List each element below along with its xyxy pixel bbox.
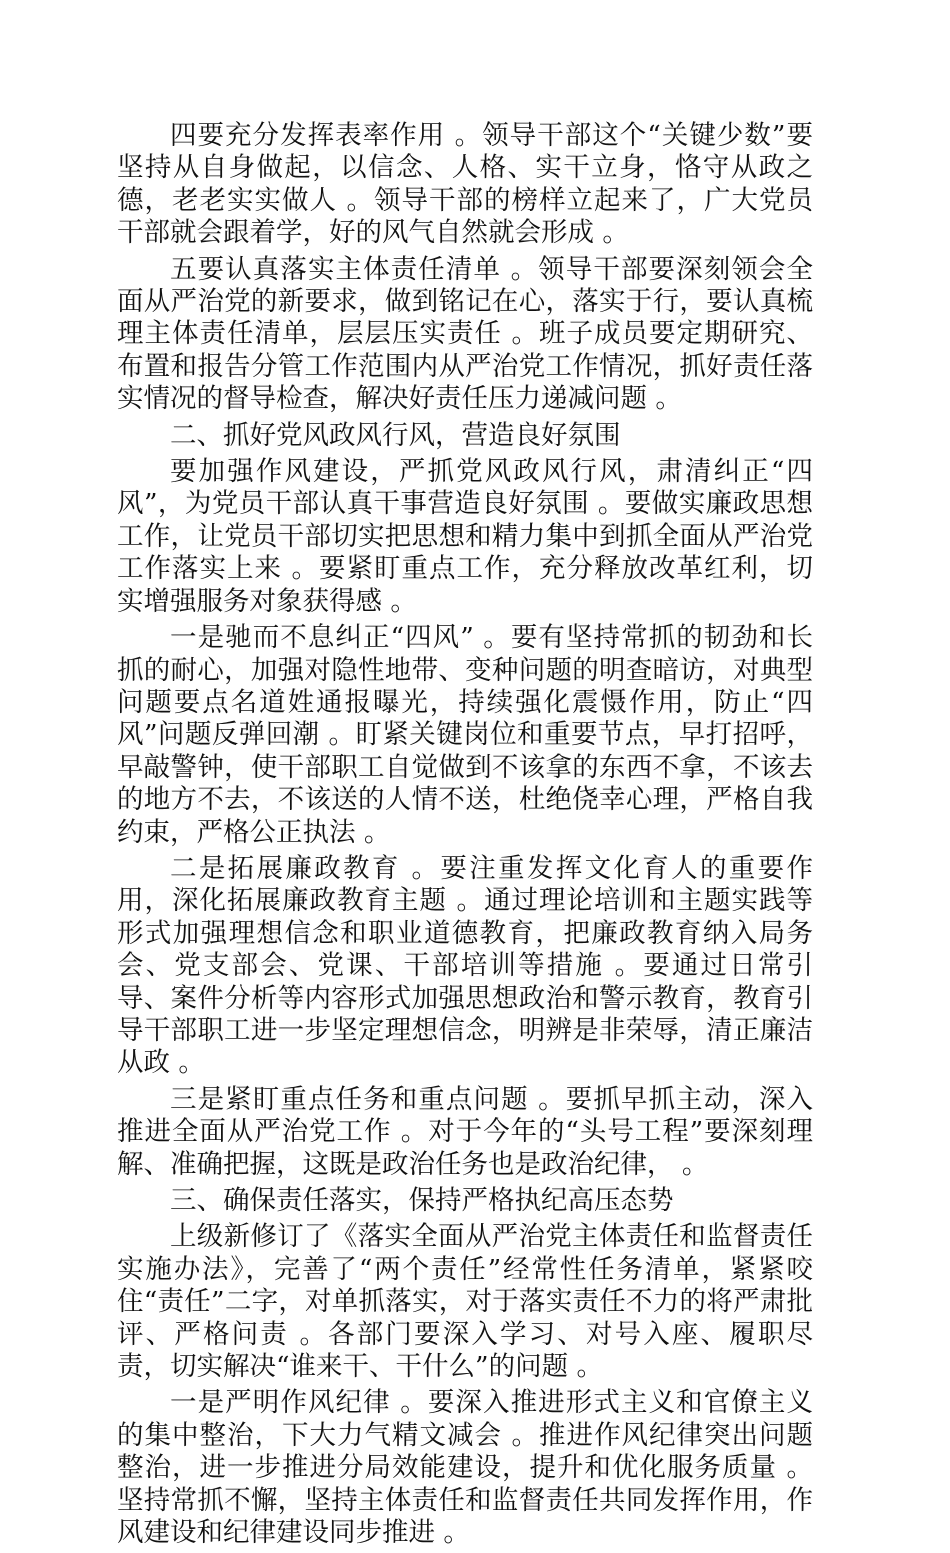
section-heading-two: 二、抓好党风政风行风，营造良好氛围	[170, 419, 621, 451]
paragraph-implementation-measures: 上级新修订了《落实全面从严治党主体责任和监督责任实施办法》，完善了“两个责任”经常性任务清单，紧紧咬住“责任”二字，对单抓落实，对于落实责任不力的将严肃批评、严格问责 。各部门要深入学习、对号入座、履职尽责，切实解决“谁来干、干什么”的问题 。	[117, 1221, 813, 1383]
document-page	[117, 120, 813, 1553]
paragraph-work-style: 要加强作风建设，严抓党风政风行风，肃清纠正“四风”，为党员干部认真干事营造良好氛围 。要做实廉政思想工作，让党员干部切实把思想和精力集中到抓全面从严治党工作落实上来 。要紧盯重点工作，充分释放改革红利，切实增强服务对象获得感 。	[117, 456, 813, 617]
section-heading-three: 三、确保责任落实，保持严格执纪高压态势	[170, 1185, 674, 1216]
paragraph-key-tasks: 三是紧盯重点任务和重点问题 。要抓早抓主动，深入推进全面从严治党工作 。对于今年的“头号工程”要深刻理解、准确把握，这既是政治任务也是政治纪律， 。	[117, 1083, 813, 1180]
paragraph-responsibility-list: 五要认真落实主体责任清单 。领导干部要深刻领会全面从严治党的新要求，做到铭记在心，落实于行，要认真梳理主体责任清单，层层压实责任 。班子成员要定期研究、布置和报告分管工作范围内从严治党工作情况，抓好责任落实情况的督导检查，解决好责任压力递减问题 。	[117, 253, 813, 415]
paragraph-lead-by-example: 四要充分发挥表率作用 。领导干部这个“关键少数”要坚持从自身做起，以信念、人格、实干立身，恪守从政之德，老老实实做人 。领导干部的榜样立起来了，广大党员干部就会跟着学，好的风气自然就会形成 。	[117, 120, 813, 249]
paragraph-integrity-education: 二是拓展廉政教育 。要注重发挥文化育人的重要作用，深化拓展廉政教育主题 。通过理论培训和主题实践等形式加强理想信念和职业道德教育，把廉政教育纳入局务会、党支部会、党课、干部培训等措施 。要通过日常引导、案件分析等内容形式加强思想政治和警示教育，教育引导干部职工进一步坚定理想信念，明辨是非荣辱，清正廉洁从政 。	[117, 852, 813, 1079]
paragraph-four-winds: 一是驰而不息纠正“四风” 。要有坚持常抓的韧劲和长抓的耐心，加强对隐性地带、变种问题的明查暗访，对典型问题要点名道姓通报曝光，持续强化震慑作用，防止“四风”问题反弹回潮 。盯紧关键岗位和重要节点，早打招呼，早敲警钟，使干部职工自觉做到不该拿的东西不拿，不该去的地方不去，不该送的人情不送，杜绝侥幸心理，严格自我约束，严格公正执法 。	[117, 622, 813, 848]
paragraph-discipline: 一是严明作风纪律 。要深入推进形式主义和官僚主义的集中整治，下大力气精文减会 。推进作风纪律突出问题整治，进一步推进分局效能建设，提升和优化服务质量 。坚持常抓不懈，坚持主体责任和监督责任共同发挥作用，作风建设和纪律建设同步推进 。	[117, 1387, 813, 1549]
